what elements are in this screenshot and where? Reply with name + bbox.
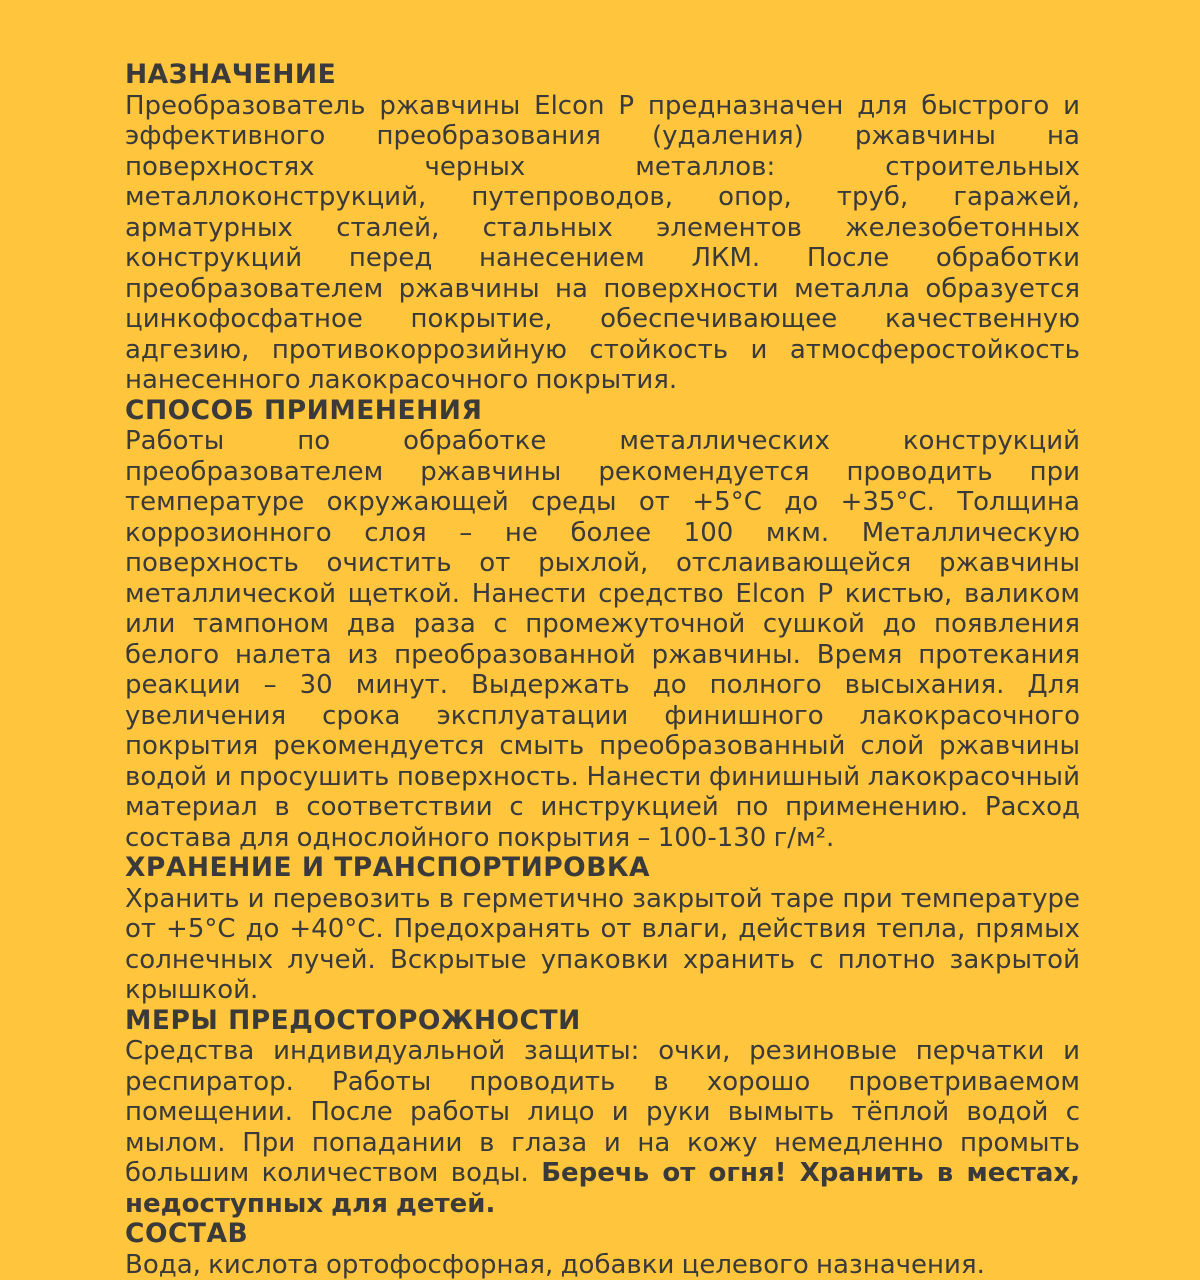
section-composition [125,1219,1080,1280]
section-body: Средства индивидуальной защиты: очки, резиновые перчатки и респиратор. Работы проводить в хорошо проветриваемом помещении. После работы лицо и руки вымыть тёплой водой с мылом. При попадании в глаза и на кожу немедленно промыть большим количеством воды. [125,1036,1080,1188]
section-purpose [125,60,1080,396]
section-heading: МЕРЫ ПРЕДОСТОРОЖНОСТИ [125,1006,1080,1037]
section-precautions [125,1006,1080,1220]
instructions-document [125,60,1080,1280]
section-body: Преобразователь ржавчины Elcon P предназначен для быстрого и эффективного преобразования (удаления) ржавчины на поверхностях черных металлов: строительных металлоконструкций, путепроводов, опор, труб, гаражей, арматурных сталей, стальных элементов железобетонных конструкций перед нанесением ЛКМ. После обработки преобразователем ржавчины на поверхности металла образуется цинкофосфатное покрытие, обеспечивающее качественную адгезию, противокоррозийную стойкость и атмосферостойкость нанесенного лакокрасочного покрытия. [125,91,1080,396]
fire-child-warning: Беречь от огня! Хранить в местах, недоступных для детей. [125,1158,1080,1219]
section-body: Хранить и перевозить в герметично закрытой таре при температуре от +5°С до +40°С. Предохранять от влаги, действия тепла, прямых солнечных лучей. Вскрытые упаковки хранить с плотно закрытой крышкой. [125,884,1080,1006]
section-heading: СПОСОБ ПРИМЕНЕНИЯ [125,396,1080,427]
section-heading: ХРАНЕНИЕ И ТРАНСПОРТИРОВКА [125,853,1080,884]
section-storage [125,853,1080,1006]
section-application [125,396,1080,854]
section-body-with-warning [125,1036,1080,1219]
section-body: Работы по обработке металлических конструкций преобразователем ржавчины рекомендуется проводить при температуре окружающей среды от +5°С до +35°С. Толщина коррозионного слоя – не более 100 мкм. Металлическую поверхность очистить от рыхлой, отслаивающейся ржавчины металлической щеткой. Нанести средство Elcon P кистью, валиком или тампоном два раза с промежуточной сушкой до появления белого налета из преобразованной ржавчины. Время протекания реакции – 30 минут. Выдержать до полного высыхания. Для увеличения срока эксплуатации финишного лакокрасочного покрытия рекомендуется смыть преобразованный слой ржавчины водой и просушить поверхность. Нанести финишный лакокрасочный материал в соответствии с инструкцией по применению. Расход состава для однослойного покрытия – 100-130 г/м². [125,426,1080,853]
section-body: Вода, кислота ортофосфорная, добавки целевого назначения. [125,1250,1080,1280]
section-heading: СОСТАВ [125,1219,1080,1250]
section-heading: НАЗНАЧЕНИЕ [125,60,1080,91]
